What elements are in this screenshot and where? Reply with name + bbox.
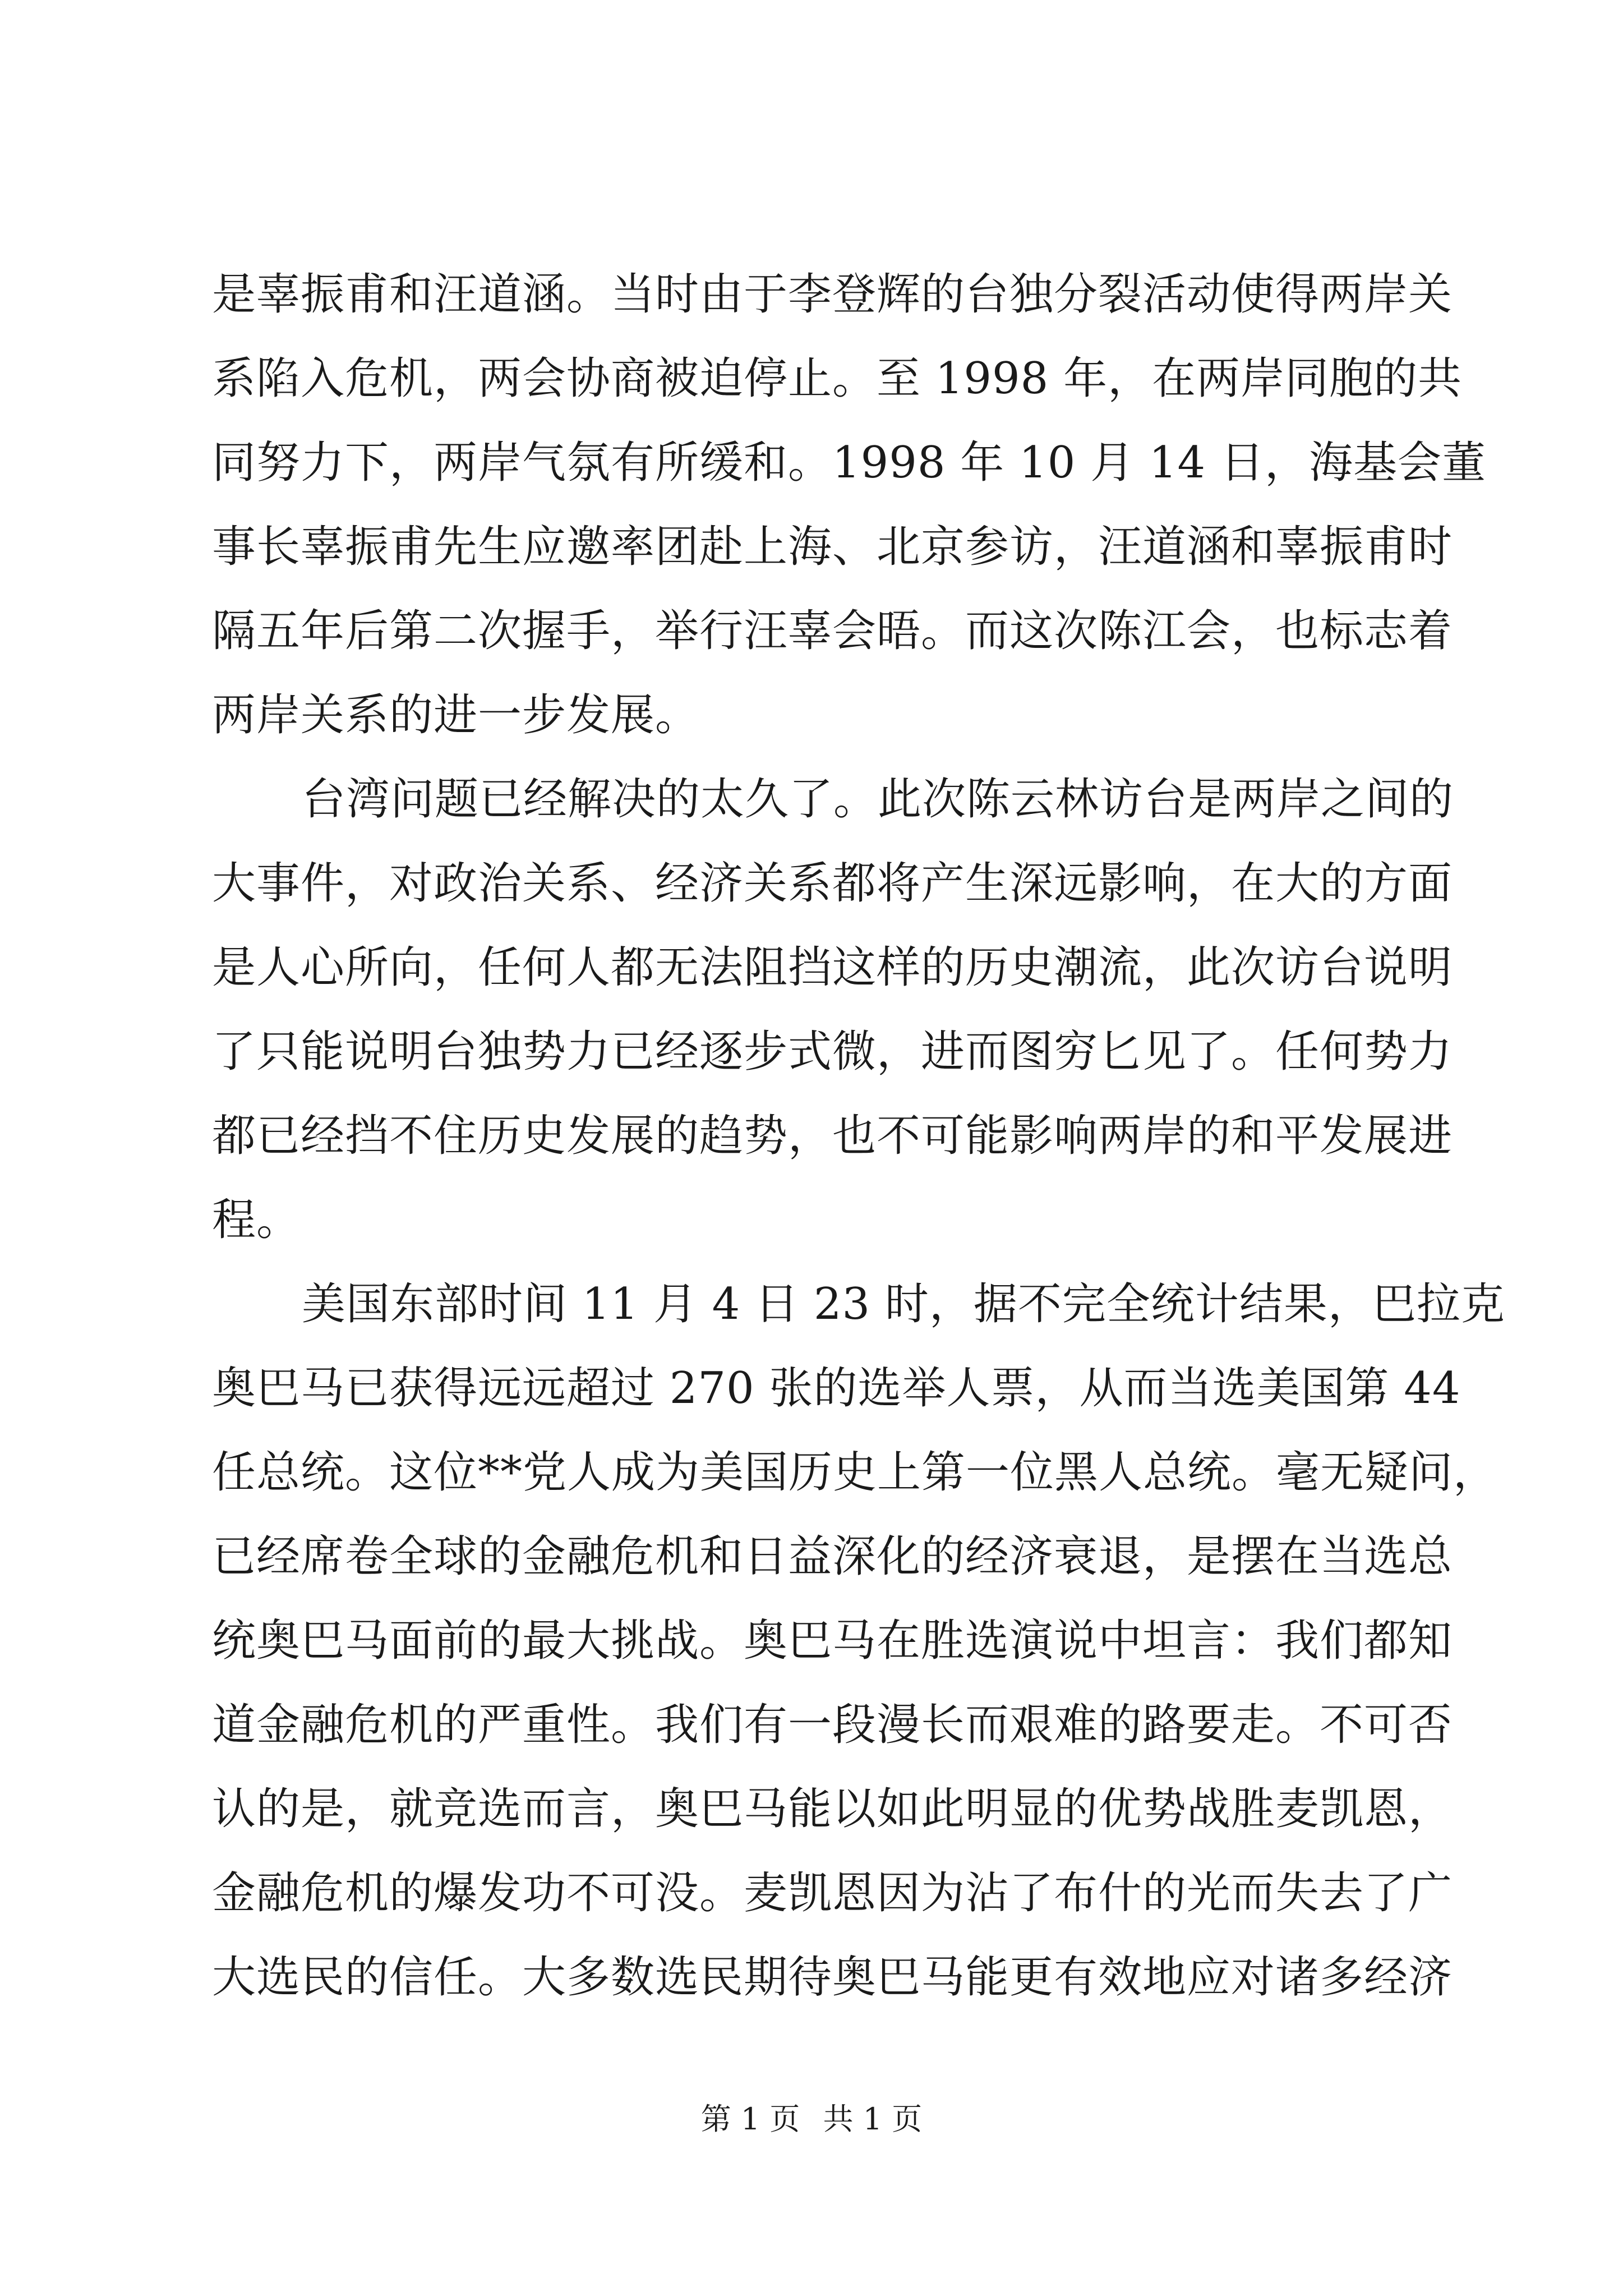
- page-total-label: 共 1 页: [823, 2101, 923, 2137]
- page-footer: [0, 2097, 1623, 2142]
- paragraph-3-line-1: 美国东部时间 11 月 4 日 23 时，据不完全统计结果，巴拉克: [302, 1279, 1505, 1329]
- paragraph-2-line-2: 大事件，对政治关系、经济关系都将产生深远影响，在大的方面: [212, 858, 1453, 909]
- paragraph-1-line-2: 系陷入危机，两会协商被迫停止。至 1998 年，在两岸同胞的共: [212, 353, 1463, 404]
- paragraph-2-line-5: 都已经挡不住历史发展的趋势，也不可能影响两岸的和平发展进: [212, 1111, 1453, 1161]
- paragraph-3-line-4: 已经席卷全球的金融危机和日益深化的经济衰退，是摆在当选总: [212, 1531, 1453, 1582]
- paragraph-3-line-6: 道金融危机的严重性。我们有一段漫长而艰难的路要走。不可否: [212, 1700, 1453, 1750]
- paragraph-2-line-4: 了只能说明台独势力已经逐步式微，进而图穷匕见了。任何势力: [212, 1027, 1453, 1077]
- paragraph-3-line-8: 金融危机的爆发功不可没。麦凯恩因为沾了布什的光而失去了广: [212, 1868, 1453, 1918]
- document-body: [212, 252, 1505, 2019]
- paragraph-3-line-9: 大选民的信任。大多数选民期待奥巴马能更有效地应对诸多经济: [212, 1952, 1453, 2003]
- paragraph-2-line-3: 是人心所向，任何人都无法阻挡这样的历史潮流，此次访台说明: [212, 942, 1453, 993]
- paragraph-2-line-6: 程。: [212, 1195, 301, 1245]
- paragraph-1-line-5: 隔五年后第二次握手，举行汪辜会晤。而这次陈江会，也标志着: [212, 606, 1453, 656]
- paragraph-1-line-1: 是辜振甫和汪道涵。当时由于李登辉的台独分裂活动使得两岸关: [212, 269, 1453, 320]
- paragraph-1-line-6: 两岸关系的进一步发展。: [212, 690, 700, 740]
- paragraph-1-line-3: 同努力下，两岸气氛有所缓和。1998 年 10 月 14 日，海基会董: [212, 438, 1486, 488]
- page-number-label: 第 1 页: [700, 2101, 800, 2137]
- paragraph-2-line-1: 台湾问题已经解决的太久了。此次陈云林访台是两岸之间的: [302, 774, 1454, 825]
- paragraph-3-line-7: 认的是，就竞选而言，奥巴马能以如此明显的优势战胜麦凯恩，: [212, 1784, 1453, 1834]
- paragraph-3-line-5: 统奥巴马面前的最大挑战。奥巴马在胜选演说中坦言：我们都知: [212, 1616, 1453, 1666]
- paragraph-1-line-4: 事长辜振甫先生应邀率团赴上海、北京参访，汪道涵和辜振甫时: [212, 522, 1453, 572]
- paragraph-3-line-3: 任总统。这位**党人成为美国历史上第一位黑人总统。毫无疑问，: [212, 1447, 1498, 1498]
- paragraph-3-line-2: 奥巴马已获得远远超过 270 张的选举人票，从而当选美国第 44: [212, 1363, 1461, 1414]
